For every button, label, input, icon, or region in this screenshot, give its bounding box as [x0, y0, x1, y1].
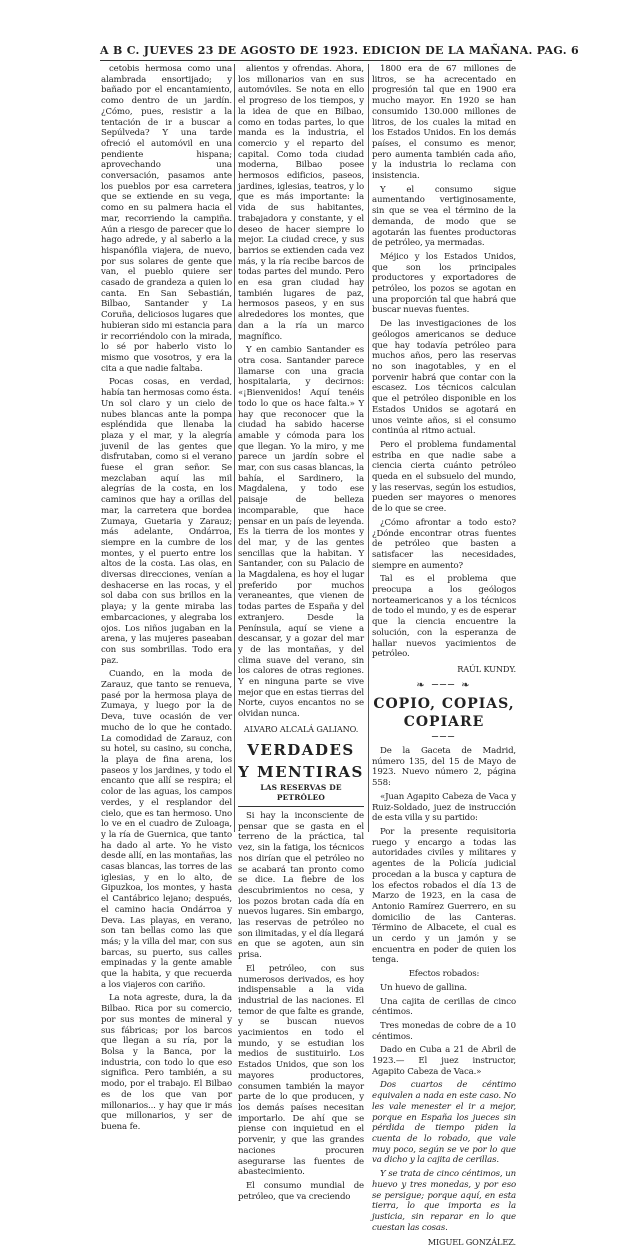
paragraph: «Juan Agapito Cabeza de Vaca y Ruiz-Soldado, juez de instrucción de esta villa y su partido: — [372, 791, 516, 824]
paragraph: Tal es el problema que preocupa a los geólogos norteamericanos y a los técnicos de todo el mundo, y es de esperar que la ciencia encuentre la solución, con la esperanza de hallar nuevos yacimientos de petróleo. — [372, 574, 516, 660]
article-subtitle: LAS RESERVAS DE PETRÓLEO — [238, 783, 364, 807]
paragraph: Y el consumo sigue aumentando vertiginosamente, sin que se vea el término de la demanda, de modo que se agotarán las fuentes productoras de petróleo, ya mermadas. — [372, 184, 516, 249]
paragraph: Cuando, en la moda de Zarauz, que tanto se renueva, pasé por la hermosa playa de Zumaya, y luego por la de Deva, tuve ocasión de ver mucho de lo que he contado. La comodidad de Zarauz, con su hotel, su casino, su concha, la playa de fina arena, los paseos y los jardines, y todo el encanto que allí se respira; el color de las aguas, los campos verdes, y el resplandor del cielo, que es tan hermoso. Uno lo ve en el cuadro de Zuloaga, y la ría de Guernica, que tanto ha dado al arte. Yo he visto desde allí, en las montañas, las casas blancas, las torres de las iglesias, y en lo alto, de Gipuzkoa, los montes, y hasta el Cantábrico lejano; después, el camino hacia Ondárroa y Deva. Las playas, en verano, son tan bellas como las que más; y la villa del mar, con sus barcas, su puerto, sus calles empinadas y la gente amable que la habita, y que recuerda a los viajeros con cariño. — [101, 669, 232, 990]
paragraph: Si hay la inconsciente de pensar que se gasta en el terreno de la práctica, tal vez, sin la fatiga, los técnicos nos dirían que el petróleo no se acabará tan pronto como se dice. La fiebre de los descubrimientos no cesa, y los pozos brotan cada día en nuevos lugares. Sin embargo, las reservas de petróleo no son ilimitadas, y el día llegará en que se agoten, aun sin prisa. — [238, 811, 364, 961]
paragraph: Dado en Cuba a 21 de Abril de 1923.— El juez instructor, Agapito Cabeza de Vaca.» — [372, 1045, 516, 1077]
paragraph: alientos y ofrendas. Ahora, los millonarios van en sus automóviles. Se nota en ello el progreso de los tiempos, y la idea de que en Bilbao, como en todas partes, lo que manda es la industria, el comercio y el reparto del capital. Como toda ciudad moderna, Bilbao posee hermosos edificios, paseos, jardines, iglesias, teatros, y lo que es más importante: la vida de sus habitantes, trabajadora y constante, y el deseo de hacer siempre lo mejor. La ciudad crece, y sus barrios se extienden cada vez más, y la ría recibe barcos de todas partes del mundo. Pero en esa gran ciudad hay también lugares de paz, hermosos paseos, y en sus alrededores los montes, que dan a la ría un marco magnífico. — [238, 64, 364, 342]
paragraph: ¿Cómo afrontar a todo esto? ¿Dónde encontrar otras fuentes de petróleo que basten a satisfacer las necesidades, siempre en aumento? — [372, 517, 516, 571]
paragraph: Por la presente requisitoria ruego y encargo a todas las autoridades civiles y militares y agentes de la Policía judicial procedan a la busca y captura de los efectos robados el día 13 de Marzo de 1923, en la casa de Antonio Ramírez Guerrero, en su domicilio de las Canteras. Término de Albacete, el cual es un cerdo y un jamón y se encuentra en poder de quien los tenga. — [372, 827, 516, 966]
column-2 — [238, 64, 364, 1202]
article-title-line-2: Y MENTIRAS — [238, 762, 364, 781]
column-divider — [234, 64, 235, 832]
page-header: A B C. JUEVES 23 DE AGOSTO DE 1923. EDICION DE LA MAÑANA. PAG. 6 — [100, 44, 579, 57]
paragraph: Pero el problema fundamental estriba en que nadie sabe a ciencia cierta cuánto petróleo queda en el subsuelo del mundo, y las reservas, según los estudios, pueden ser mayores o menores de lo que se cree. — [372, 439, 516, 515]
author-signature: MIGUEL GONZÁLEZ. — [427, 1237, 516, 1248]
article-title: COPIO, COPIAS, COPIARE — [373, 696, 515, 731]
paragraph: Méjico y los Estados Unidos, que son los principales productores y exportadores de petróleo, los pozos se agotan en una proporción tal que habrá que buscar nuevas fuentes. — [372, 251, 516, 316]
column-divider — [368, 64, 369, 832]
column-1 — [101, 64, 232, 1132]
paragraph: La nota agreste, dura, la da Bilbao. Rica por su comercio, por sus montes de mineral y sus fábricas; por los barcos que llegan a su ría, por la Bolsa y la Banca, por la industria, con todo lo que eso significa. Pero también, a su modo, por el trabajo. El Bilbao es de los que van por millonarios... y hay que ir más que millonarios, y ser de buena fe. — [101, 993, 232, 1132]
paragraph: cetobis hermosa como una alambrada ensortijado; y bañado por el encantamiento, como dentro de un jardín. ¿Cómo, pues, resistir a la tentación de ir a buscar a Sepúlveda? Y una tarde ofreció el automóvil en una pendiente hispana; aprovechando una conversación, pasamos ante los pueblos por esa carretera que se extiende en su vega, como en su palmera hacia el mar, recorriendo la campiña. Aún a riesgo de parecer que lo hago adrede, y al saberlo a la hispanófila viajera, de nuevo, por sus solares de gente que van, el pueblo quiere ser casado de grandeza a quien lo canta. En San Sebastián, Bilbao, Santander y La Coruña, deliciosos lugares que hubieran sido mi estancia para ir recorriéndolo con la mirada, lo sé por haberlo visto lo mismo que vosotros, y era la cita a que nadie faltaba. — [101, 64, 232, 374]
ornament-divider: ❧ ─── ❧ — [416, 679, 472, 691]
paragraph: El petróleo, con sus numerosos derivados, es hoy indispensable a la vida industrial de las naciones. El temor de que falte es grande, y se buscan nuevos yacimientos en todo el mundo, y se estudian los medios de sustituirlo. Los Estados Unidos, que son los mayores productores, consumen también la mayor parte de lo que producen, y los demás países necesitan importarlo. De ahí que se piense con inquietud en el porvenir, y que las grandes naciones procuren asegurarse las fuentes de abastecimiento. — [238, 963, 364, 1178]
author-signature: ALVARO ALCALÁ GALIANO. — [243, 723, 359, 734]
paragraph: De las investigaciones de los geólogos americanos se deduce que hay todavía petróleo para muchos años, pero las reservas no son inagotables, y en el porvenir habrá que contar con la escasez. Los técnicos calculan que el petróleo disponible en los Estados Unidos se agotará en unos veinte años, si el consumo continúa al ritmo actual. — [372, 319, 516, 437]
header-rule — [100, 60, 512, 61]
paragraph: 1800 era de 67 millones de litros, se ha acrecentado en progresión tal que en 1900 era mucho mayor. En 1920 se han consumido 130.000 millones de litros, de los cuales la mitad en los Estados Unidos. En los demás países, el consumo es menor, pero aumenta también cada año, y la industria lo reclama con insistencia. — [372, 64, 516, 182]
article-title-line-1: VERDADES — [247, 740, 355, 759]
paragraph: Y en cambio Santander es otra cosa. Santander parece llamarse con una gracia hospitalaria, y decirnos: «¡Bienvenidos! Aquí tenéis todo lo que os hace falta.» Y hay que reconocer que la ciudad ha sabido hacerse amable y cómoda para los que llegan. Yo la miro, y me parece un jardín sobre el mar, con sus casas blancas, la bahía, el Sardinero, la Magdalena, y todo ese paisaje de belleza incomparable, que hace pensar en un país de leyenda. Es la tierra de los montes y del mar, y de las gentes sencillas que la habitan. Y Santander, con su Palacio de la Magdalena, es hoy el lugar preferido por muchos veraneantes, que vienen de todas partes de España y del extranjero. Desde la Península, aquí se viene a descansar, y a gozar del mar y de las montañas, y del clima suave del verano, sin los calores de otras regiones. Y en ninguna parte se vive mejor que en estas tierras del Norte, cuyos encantos no se olvidan nunca. — [238, 345, 364, 720]
paragraph: Dos cuartos de céntimo equivalen a nada en este caso. No les vale menester el ir a mejor, porque en España los jueces sin pérdida de tiempo piden la cuenta de lo robado, que vale muy poco, según se ve por lo que va dicho y la cajita de cerillas. — [372, 1080, 516, 1166]
author-signature: RAÚL KUNDY. — [457, 663, 516, 674]
paragraph: Tres monedas de cobre de a 10 céntimos. — [372, 1020, 516, 1042]
paragraph: Pocas cosas, en verdad, había tan hermosas como ésta. Un sol claro y un cielo de nubes blancas ante la pompa espléndida que llenaba la plaza y el mar, y la alegría juvenil de las gentes que disfrutaban, como si el verano fuese el gran señor. Se mezclaban aquí las mil alegrías de la costa, en los caminos que hay a orillas del mar, la carretera que bordea Zumaya, Guetaria y Zarauz; más adelante, Ondárroa, siempre en la cumbre de los montes, y el puerto entre los altos de la costa. Las olas, en diversas direcciones, venían a deshacerse en las rocas, y el sol daba con sus brillos en la playa; y la gente miraba las embarcaciones, y alegraba los ojos. Los niños jugaban en la arena, y las mujeres paseaban con sus sombrillas. Todo era paz. — [101, 377, 232, 666]
ornament-divider: ─── — [431, 732, 457, 744]
column-3 — [372, 64, 516, 1248]
paragraph: Una cajita de cerillas de cinco céntimos. — [372, 996, 516, 1018]
paragraph: De la Gaceta de Madrid, número 135, del 15 de Mayo de 1923. Nuevo número 2, página 558: — [372, 746, 516, 789]
paragraph: Un huevo de gallina. — [380, 982, 468, 993]
paragraph: Efectos robados: — [408, 969, 480, 980]
paragraph: El consumo mundial de petróleo, que va creciendo — [238, 1180, 364, 1202]
paragraph: Y se trata de cinco céntimos, un huevo y tres monedas, y por eso se persigue; porque aquí, en esta tierra, lo que importa es la justicia, sin reparar en lo que cuestan las cosas. — [372, 1169, 516, 1233]
